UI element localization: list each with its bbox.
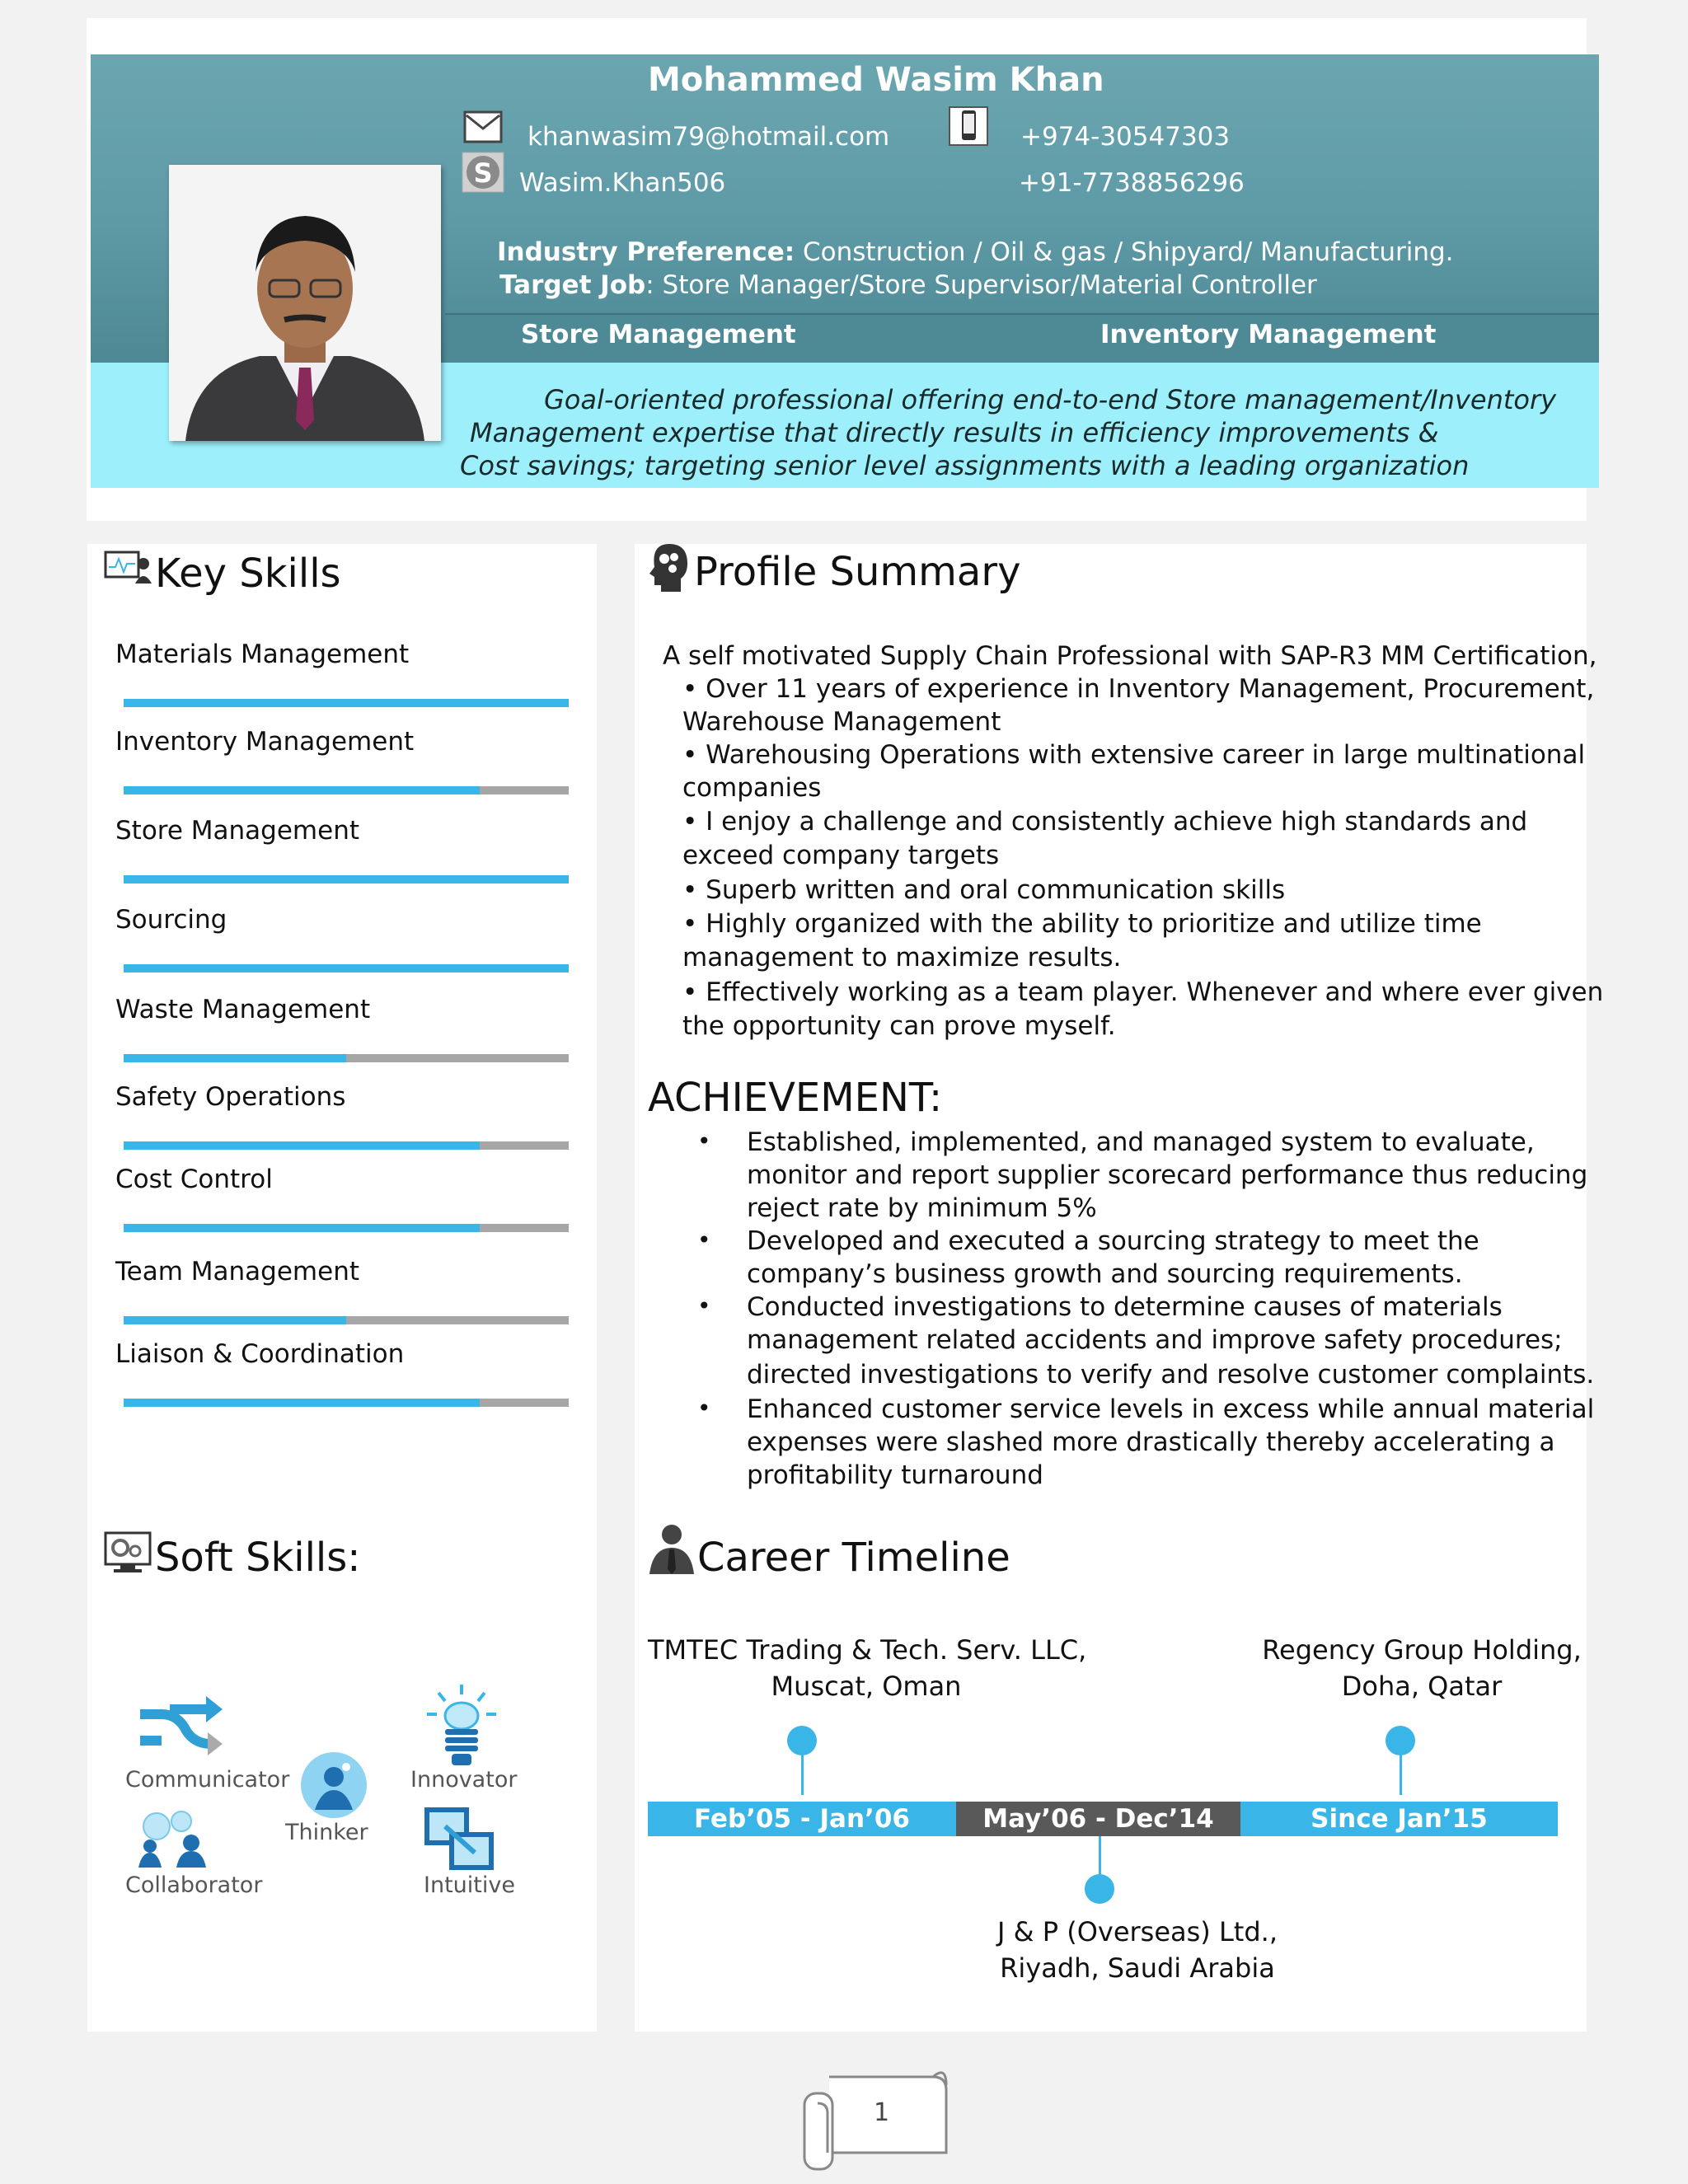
skill-label: Store Management — [115, 816, 359, 846]
target-label: Target Job — [499, 270, 646, 300]
profile-summary-title: Profile Summary — [694, 549, 1021, 595]
profile-line: exceed company targets — [682, 841, 1000, 870]
achievement-line: profitability turnaround — [747, 1460, 1043, 1490]
skill-label: Team Management — [115, 1257, 359, 1286]
profile-head-icon — [648, 542, 691, 593]
skype-icon — [462, 152, 504, 193]
achievement-bullet: • — [697, 1292, 711, 1319]
objective-line-1: Goal-oriented professional offering end-to-end Store management/Inventory — [544, 384, 1557, 415]
company-1 — [648, 1632, 1085, 1704]
soft-skill-collaborator: Collaborator — [125, 1872, 263, 1898]
intuitive-icon — [422, 1805, 498, 1876]
soft-skill-thinker: Thinker — [285, 1820, 368, 1845]
phone-2[interactable]: +91-7738856296 — [1019, 168, 1245, 198]
company-2-location: Riyadh, Saudi Arabia — [1000, 1952, 1275, 1984]
key-skills-title: Key Skills — [155, 551, 341, 597]
timeline-period-2: May’06 - Dec’14 — [956, 1802, 1240, 1836]
innovator-bulb-icon — [420, 1681, 503, 1772]
timeline-period-3: Since Jan’15 — [1240, 1802, 1558, 1836]
phone-1[interactable]: +974-30547303 — [1020, 122, 1231, 152]
profile-line: companies — [682, 773, 822, 803]
skill-bar-fill — [124, 1141, 480, 1150]
skill-bar-fill — [124, 1399, 480, 1407]
skill-label: Materials Management — [115, 640, 410, 669]
objective-line-3: Cost savings; targeting senior level assignments with a leading organization — [460, 450, 1470, 481]
soft-skill-communicator: Communicator — [125, 1767, 290, 1793]
target-value: : Store Manager/Store Supervisor/Material Controller — [645, 270, 1317, 300]
achievement-line: Conducted investigations to determine causes of materials — [747, 1292, 1503, 1322]
industry-preference — [497, 237, 1454, 267]
skill-label: Safety Operations — [115, 1082, 346, 1112]
company-3 — [1261, 1632, 1582, 1704]
skill-bar-fill — [124, 786, 480, 794]
career-timeline-title: Career Timeline — [697, 1535, 1010, 1581]
profile-line: the opportunity can prove myself. — [682, 1011, 1116, 1041]
soft-skill-intuitive: Intuitive — [424, 1872, 515, 1898]
industry-value: Construction / Oil & gas / Shipyard/ Manufacturing. — [803, 237, 1454, 267]
achievement-line: monitor and report supplier scorecard performance thus reducing — [747, 1160, 1588, 1190]
timeline-period-1: Feb’05 - Jan’06 — [648, 1802, 956, 1836]
skill-bar-fill — [124, 964, 569, 972]
achievement-title: ACHIEVEMENT: — [648, 1075, 943, 1121]
timeline-dot-3 — [1386, 1726, 1415, 1755]
timeline-dot-2 — [1085, 1874, 1114, 1904]
skill-bar-fill — [124, 1316, 346, 1324]
skill-bar-fill — [124, 1054, 346, 1062]
thinker-icon — [297, 1750, 371, 1820]
profile-line: Warehouse Management — [682, 707, 1001, 737]
profile-line: • Superb written and oral communication skills — [682, 875, 1286, 905]
communicator-icon — [137, 1690, 224, 1755]
portrait-image — [169, 165, 441, 441]
email-text[interactable]: khanwasim79@hotmail.com — [528, 122, 890, 152]
candidate-name: Mohammed Wasim Khan — [648, 61, 1104, 99]
soft-skill-innovator: Innovator — [410, 1767, 518, 1793]
achievement-line: management related accidents and improve safety procedures; — [747, 1325, 1563, 1355]
profile-line: • Highly organized with the ability to prioritize and utilize time — [682, 909, 1482, 939]
mobile-phone-icon — [948, 105, 989, 147]
company-1-location: Muscat, Oman — [771, 1671, 962, 1702]
page-number: 1 — [874, 2098, 890, 2127]
profile-line: • Effectively working as a team player. Whenever and where ever given — [682, 977, 1604, 1007]
profile-line: A self motivated Supply Chain Professional with SAP-R3 MM Certification, — [663, 641, 1597, 671]
company-1-name: TMTEC Trading & Tech. Serv. LLC, — [648, 1634, 1087, 1666]
skills-monitor-icon — [104, 551, 153, 587]
soft-skills-icon — [104, 1531, 155, 1574]
skill-label: Cost Control — [115, 1165, 273, 1194]
achievement-bullet: • — [697, 1127, 711, 1155]
career-person-icon — [648, 1523, 696, 1576]
achievement-line: directed investigations to verify and resolve customer complaints. — [747, 1360, 1595, 1390]
svg-text:S: S — [473, 157, 493, 189]
skill-label: Liaison & Coordination — [115, 1339, 405, 1369]
profile-line: • I enjoy a challenge and consistently achieve high standards and — [682, 807, 1528, 837]
company-3-name: Regency Group Holding, — [1262, 1634, 1582, 1666]
focus-store-management: Store Management — [521, 320, 796, 349]
skill-label: Inventory Management — [115, 727, 415, 757]
profile-photo — [169, 165, 441, 441]
profile-line: management to maximize results. — [682, 943, 1122, 972]
skill-label: Sourcing — [115, 905, 227, 935]
achievement-line: Established, implemented, and managed system to evaluate, — [747, 1127, 1535, 1157]
skill-bar-fill — [124, 875, 569, 883]
skype-id[interactable]: Wasim.Khan506 — [519, 168, 726, 198]
achievement-line: Enhanced customer service levels in excess while annual material — [747, 1394, 1595, 1424]
achievement-line: expenses were slashed more drastically thereby accelerating a — [747, 1427, 1555, 1457]
achievement-line: reject rate by minimum 5% — [747, 1193, 1097, 1223]
skill-bar-fill — [124, 1224, 480, 1232]
objective-line-2: Management expertise that directly results in efficiency improvements & — [470, 417, 1439, 448]
profile-line: • Warehousing Operations with extensive career in large multinational — [682, 740, 1586, 770]
company-2 — [964, 1914, 1311, 1986]
industry-label: Industry Preference: — [497, 237, 795, 267]
achievement-line: Developed and executed a sourcing strategy to meet the — [747, 1226, 1479, 1256]
profile-line: • Over 11 years of experience in Inventory Management, Procurement, — [682, 674, 1595, 704]
achievement-line: company’s business growth and sourcing requirements. — [747, 1259, 1463, 1289]
timeline-stem-3 — [1400, 1752, 1402, 1795]
company-3-location: Doha, Qatar — [1341, 1671, 1503, 1702]
soft-skills-title: Soft Skills: — [155, 1535, 361, 1581]
timeline-dot-1 — [787, 1726, 817, 1755]
target-job — [499, 270, 1317, 300]
timeline-stem-1 — [801, 1752, 804, 1795]
company-2-name: J & P (Overseas) Ltd., — [997, 1916, 1278, 1947]
collaborator-icon — [134, 1810, 213, 1868]
skill-bar-fill — [124, 699, 569, 707]
achievement-bullet: • — [697, 1226, 711, 1254]
focus-inventory-management: Inventory Management — [1100, 320, 1437, 349]
email-icon — [463, 110, 503, 143]
skill-label: Waste Management — [115, 995, 371, 1024]
achievement-bullet: • — [697, 1394, 711, 1422]
